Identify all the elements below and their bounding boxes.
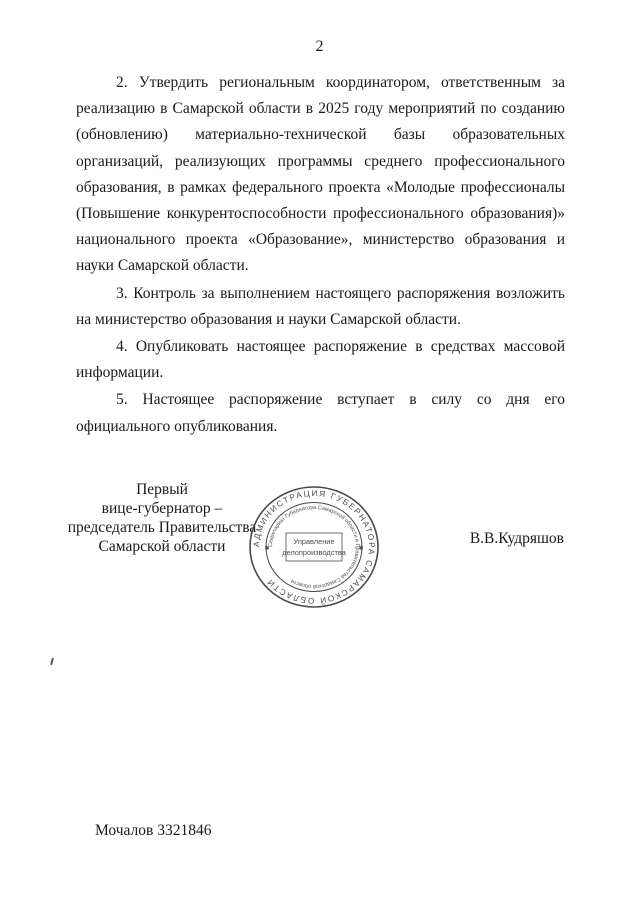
signatory-line-3: председатель Правительства [67,519,257,536]
seal-star-right-icon: ✱ [358,546,364,552]
document-body [76,70,565,441]
signatory-line-4: Самарской области [98,538,226,555]
seal-center-line-1: Управление [293,537,335,546]
signer-name: В.В.Кудряшов [469,530,564,547]
paragraph-3: 3. Контроль за выполнением настоящего распоряжения возложить на министерство образования и науки Самарской области. [76,284,565,328]
signatory-title [62,480,262,556]
seal-center-line-2: делопроизводства [282,548,346,557]
stray-mark [50,658,54,665]
official-seal-stamp [247,484,381,610]
signatory-line-1: Первый [136,481,188,498]
signatory-line-2: вице-губернатор – [101,500,223,517]
seal-outer-text: АДМИНИСТРАЦИЯ ГУБЕРНАТОРА САМАРСКОЙ ОБЛАСТИ [251,488,377,606]
page-number: 2 [315,38,324,55]
seal-inner-text: Секретариат Губернатора Самарской области и Правительства Самарской области [267,504,361,590]
paragraph-4: 4. Опубликовать настоящее распоряжение в средствах массовой информации. [76,338,565,382]
executor-info: Мочалов 3321846 [95,822,212,839]
paragraph-5: 5. Настоящее распоряжение вступает в силу со дня его официального опубликования. [76,391,565,435]
paragraph-2: 2. Утвердить региональным координатором, ответственным за реализацию в Самарской области в 2025 году мероприятий по созданию (обновлению) материально-технической базы образовательных организаций, реализующих программы среднего профессионального образования, в рамках федерального проекта «Молодые профессионалы (Повышение конкурентоспособности профессионального образования)» национального проекта «Образование», министерство образования и науки Самарской области. [76,74,565,275]
seal-star-left-icon: ✱ [264,546,270,552]
